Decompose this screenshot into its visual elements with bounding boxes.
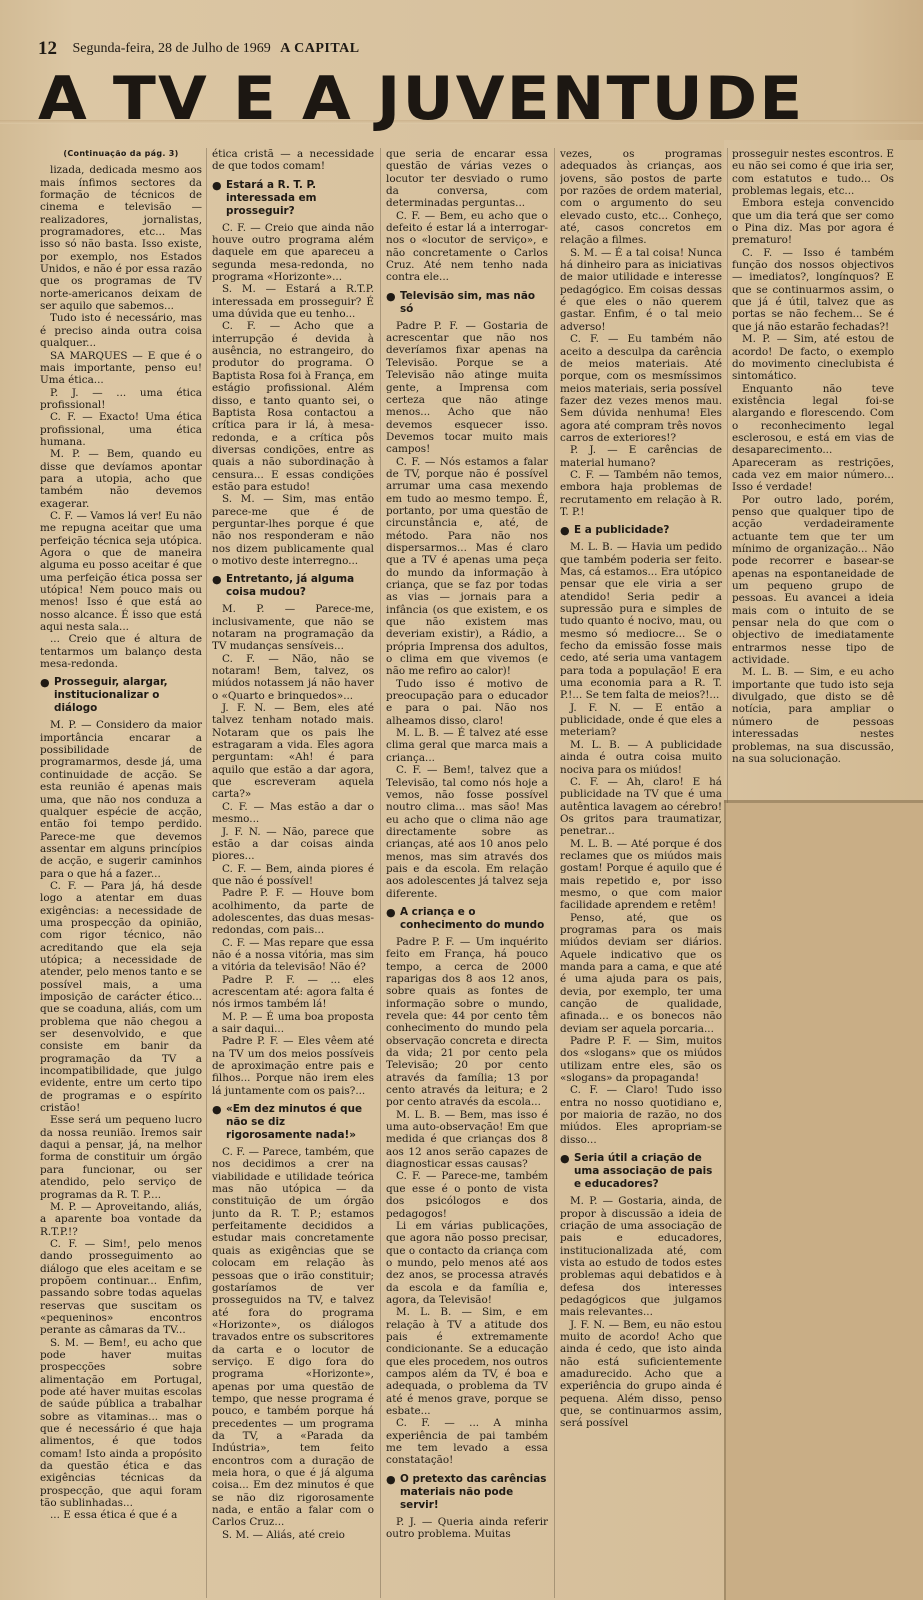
bullet-icon: ●: [560, 524, 570, 538]
subheading: [212, 179, 374, 218]
column-rule: [380, 148, 381, 1598]
paragraph: SA MARQUES — E que é o mais importante, penso eu! Uma ética...: [40, 349, 202, 387]
paragraph: C. F. — Creio que ainda não houve outro programa além daquele em que apareceu a segunda mesa-redonda, no programa «Horizonte»...: [212, 221, 374, 284]
paragraph: M. P. — Parece-me, inclusivamente, que não se notaram na programação da TV mudanças sensíveis...: [212, 603, 374, 653]
dateline: Segunda-feira, 28 de Julho de 1969: [72, 41, 271, 56]
column-rule: [206, 148, 207, 1598]
paragraph-group: [212, 148, 374, 173]
paragraph-group: [40, 719, 202, 1521]
column-rule: [727, 148, 728, 803]
paragraph: C. F. — Vamos lá ver! Eu não me repugna aceitar que uma perfeição técnica seja utópica. Agora o que de maneira alguma eu posso aceitar é que uma perfeição ética possa ser utópica! Nem pouco mais ou menos! Isso é que está ao nosso alcance. É isso que está aqui nesta sala...: [40, 509, 202, 634]
subheading-text: E a publicidade?: [574, 524, 670, 537]
subheading: [386, 290, 548, 316]
subheading: [212, 1103, 374, 1142]
paragraph: C. F. — Parece-me, também que esse é o ponto de vista dos psicólogos e dos pedagogos!: [386, 1170, 548, 1220]
paragraph: C. F. — Também não temos, embora haja problemas de recrutamento em relação à R. T. P.!: [560, 468, 722, 518]
paragraph: S. M. — Aliás, até creio: [222, 1528, 345, 1541]
paragraph-group: [560, 1195, 722, 1430]
bullet-icon: ●: [40, 676, 50, 690]
paragraph-group: [212, 222, 374, 568]
subheading-text: Televisão sim, mas não só: [400, 289, 535, 315]
subheading-text: A criança e o conhecimento do mundo: [400, 905, 545, 931]
paragraph: M. L. B. — Bem, mas isso é uma auto-observação! Em que medida é que crianças dos 8 aos 12 anos serão capazes de diagnosticar essas causas?: [386, 1108, 548, 1171]
paragraph: vezes, os programas adequados às crianças, aos jovens, são postos de parte por razões de ordem material, com o argumento do seu elevado custo, etc... Conheço, até, casos concretos em relação a filmes.: [560, 148, 722, 247]
paragraph-group: [386, 1516, 548, 1541]
subheading: [386, 906, 548, 932]
paragraph-group: [560, 148, 722, 518]
paragraph: C. F. — Isso é também função dos nossos objectivos — imediatos?, longínquos? E que se continuarmos assim, o que já é útil, talvez que as portas se não fechem... Se é que já não estarão fechadas?!: [732, 246, 894, 333]
subheading-text: «Em dez minutos é que não se diz rigorosamente nada!»: [226, 1103, 363, 1142]
page-number: 12: [38, 38, 57, 59]
paragraph: C. F. — Claro! Tudo isso entra no nosso quotidiano e, por maioria de razão, no dos miúdos. Eles apropriam-se disso...: [560, 1084, 722, 1146]
paragraph: ... Creio que é altura de tentarmos um balanço desta mesa-redonda.: [40, 633, 202, 671]
paragraph: P. J. — ... uma ética profissional!: [40, 386, 202, 411]
paragraph: Li em várias publicações, que agora não posso precisar, que o contacto da criança com o mundo, pelo menos até aos dez anos, se processa através da escola e da família e, agora, da Televisão!: [386, 1219, 548, 1306]
paragraph: C. F. — Nós estamos a falar de TV, porque não é possível arrumar uma casa mexendo em tudo ao mesmo tempo. É, portanto, por uma questão de circunstância e, até, de método. Para não nos dispersarmos... Mas é claro que a TV é apenas uma peça do mundo da informação à criança, que se faz por todas as vias — jornais para a infância (os que existem, e os que não existem mas deveriam existir), a Rádio, a própria Imprensa dos adultos, o clima em que vivemos (e não me refiro ao calor)!: [386, 455, 548, 678]
subheading-text: Prosseguir, alargar, institucionalizar o diálogo: [54, 676, 168, 715]
article-column-4: [560, 148, 722, 1598]
paragraph: lizada, dedicada mesmo aos mais ínfimos sectores da formação de técnicos de cinema e televisão — realizadores, jornalistas, programadores, etc... Mas isso só não basta. Isso existe, por exemplo, nos Estados Unidos, e não é por essa razão que os programas de TV norte-americanos deixam de ser aquilo que sabemos...: [40, 164, 202, 313]
column-rule: [554, 148, 555, 1598]
paragraph: J. F. N. — E então a publicidade, onde é que eles a meteriam?: [560, 701, 722, 739]
paragraph: J. F. N. — Não, parece que estão a dar coisas ainda piores...: [212, 825, 374, 863]
paragraph: S. M. — Estará a R.T.P. interessada em prosseguir? É uma dúvida que eu tenho...: [212, 283, 374, 321]
paragraph: M. L. B. — Sim, e eu acho importante que tudo isto seja divulgado, que disto se dê notícia, para ampliar o número de pessoas interessadas nestes problemas, na sua discussão, na sua solucionação.: [732, 666, 894, 765]
paragraph-group: [212, 603, 374, 1097]
paragraph: S. M. — Bem!, eu acho que pode haver muitas prospecções sobre alimentação em Portugal, pode até haver muitas escolas de saúde pública a trabalhar sobre as vitaminas... mas o que é necessário é que haja alimentos, é que todos comam! Isto ainda a propósito da questão ética e das exigências técnicas da prospecção, que aqui foram tão sublinhadas...: [40, 1336, 202, 1510]
paragraph: C. F. — Não, não se notaram! Bem, talvez, os miúdos notassem já não haver o «Quarto e brinquedos»...: [212, 652, 374, 702]
clipping-cut-edge: [724, 800, 923, 1600]
paragraph: Penso, até, que os programas para os mais miúdos deviam ser diários. Aquele indicativo que os manda para a cama, e que até é uma ajuda para os pais, devia, por exemplo, ter uma canção de qualidade, afinada... e os bonecos não deviam ser aquela porcaria...: [560, 911, 722, 1035]
bullet-icon: ●: [212, 178, 222, 192]
bullet-icon: ●: [386, 905, 396, 919]
subheading-text: Entretanto, já alguma coisa mudou?: [226, 573, 355, 599]
article-column-5: [732, 148, 894, 798]
paragraph-group: [732, 148, 894, 765]
subheading: [386, 1473, 548, 1512]
paragraph: M. L. B. — A publicidade ainda é outra coisa muito nociva para os miúdos!: [560, 738, 722, 776]
paragraph: C. F. — Ah, claro! E há publicidade na TV que é uma autêntica lavagem ao cérebro! Os gritos para traumatizar, penetrar...: [560, 775, 722, 838]
paragraph-group: [212, 1146, 374, 1541]
paragraph: Padre P. F. — Houve bom acolhimento, da parte de adolescentes, das duas mesas-redondas, com pais...: [212, 887, 374, 937]
subheading-text: O pretexto das carências materiais não pode servir!: [400, 1472, 547, 1511]
clipping-cut-line: [724, 800, 923, 803]
paragraph: C. F. — Parece, também, que nos decidimos a crer na viabilidade e utilidade teórica mas não utópica — da constituição de um órgão junto da R. T. P.; estamos perfeitamente decididos a estudar mais concretamente quais as exigências que se colocam em relação às pessoas que o irão constituir; gostaríamos de ver prosseguidos na TV, e talvez até fora do programa «Horizonte», os diálogos travados entre os subscritores da carta e o locutor de serviço. E digo fora do programa «Horizonte», apenas por uma questão de tempo, que nesse programa é pouco, e também porque há precedentes — um programa da TV, a «Parada da Indústria», tem feito encontros com a duração de meia hora, o que é já alguma coisa... Em dez minutos é que se não diz rigorosamente nada, e então a falar com o Carlos Cruz...: [212, 1146, 374, 1529]
paragraph: Padre P. F. — ... eles acrescentam até: agora falta é nós irmos também lá!: [212, 973, 374, 1011]
paragraph: S. M. — Sim, mas então parece-me que é de perguntar-lhes porque é que não nos responderam e não nos dizem publicamente qual o motivo deste interregno...: [212, 493, 374, 567]
paragraph: P. J. — Queria ainda referir outro problema. Muitas: [386, 1515, 548, 1541]
article-column-3: [386, 148, 548, 1598]
paragraph: ... E essa ética é que é a: [50, 1509, 178, 1522]
paragraph: C. F. — Mas repare que essa não é a nossa vitória, mas sim a vitória da televisão! Não é?: [212, 936, 374, 974]
paragraph: Embora esteja convencido que um dia terá que ser como o Pina diz. Mas por agora é prematuro!: [732, 197, 894, 247]
paragraph: Enquanto não teve existência legal foi-se alargando e florescendo. Com o reconhecimento legal esclerosou, e está em vias de desaparecimento... Apareceram as restrições, cada vez em maior número... Isso é verdade!: [732, 382, 894, 494]
paragraph: Por outro lado, porém, penso que qualquer tipo de acção verdadeiramente actuante tem que ter um mínimo de organização... Não pode recorrer e basear-se apenas na espontaneidade de um pequeno grupo de pessoas. Eu avancei a ideia mais com o intuito de se pensar nela do que com o objectivo de imediatamente entrarmos nesse tipo de actividade.: [732, 493, 894, 667]
paragraph: S. M. — É a tal coisa! Nunca há dinheiro para as iniciativas de maior utilidade e interesse pedagógico. Em coisas dessas é que eles o não querem gastar. Enfim, é o tal meio adverso!: [560, 246, 722, 333]
paragraph: Padre P. F. — Sim, muitos dos «slogans» que os miúdos utilizam entre eles, são os «slogans» da propaganda!: [560, 1035, 722, 1085]
paragraph: C. F. — Sim!, pelo menos dando prosseguimento ao diálogo que eles aceitam e se propõem continuar... Enfim, passando sobre todas aquelas reservas que suscitam os «pequeninos» encontros perante as câmaras da TV...: [40, 1237, 202, 1337]
subheading-text: Estará a R. T. P. interessada em prosseguir?: [226, 178, 317, 217]
paragraph: C. F. — Acho que a interrupção é devida à ausência, no estrangeiro, do produtor do programa. O Baptista Rosa foi à França, em estágio profissional. Além disso, e tanto quanto sei, o Baptista Rosa contactou a crítica para ir lá, à mesa-redonda, e a crítica pôs diversas condições, entre as quais a não subordinação à censura... E essas condições estão para estudo!: [212, 320, 374, 493]
bullet-icon: ●: [386, 289, 396, 303]
subheading-text: Seria útil a criação de uma associação de pais e educadores?: [574, 1152, 713, 1191]
paragraph: C. F. — Bem!, talvez que a Televisão, tal como nós hoje a vemos, não fosse possível noutro clima... mas são! Mas eu acho que o clima não age directamente sobre as crianças, até aos 10 anos pelo menos, mas sim através dos pais e da escola. Em relação aos adolescentes já talvez seja diferente.: [386, 764, 548, 900]
paragraph: C. F. — Exacto! Uma ética profissional, uma ética humana.: [40, 411, 202, 448]
paragraph-group: [386, 320, 548, 900]
paragraph: Padre P. F. — Um inquérito feito em França, há pouco tempo, a cerca de 2000 raparigas dos 8 aos 12 anos, sobre quais as fontes de informação sobre o mundo, revela que: 44 por cento têm conhecimento do mundo pela observação concreta e directa da vida; 21 por cento pela Televisão; 20 por cento através da família; 13 por cento através da leitura; e 2 por cento através da escola...: [386, 935, 548, 1109]
paragraph-group: [560, 541, 722, 1146]
paragraph: M. P. — Aproveitando, aliás, a aparente boa vontade da R.T.P.!?: [40, 1200, 202, 1238]
paragraph: que seria de encarar essa questão de várias vezes o locutor ter desviado o rumo da conversa, com determinadas perguntas...: [386, 148, 548, 210]
paragraph: Padre P. F. — Gostaria de acrescentar que não nos deveríamos fixar apenas na Televisão. Porque se a Televisão não atinge muita gente, a Imprensa com certeza que não atinge menos... Acho que não devemos esquecer isso. Devemos tocar muito mais campos!: [386, 319, 548, 456]
paragraph: ética cristã — a necessidade de que todos comam!: [212, 148, 374, 173]
paragraph: M. P. — Gostaria, ainda, de propor à discussão a ideia de criação de uma associação de pais e educadores, institucionalizada até, com vista ao estudo de todos estes problemas aqui debatidos e à defesa dos interesses pedagógicos que julgamos mais relevantes...: [560, 1195, 722, 1319]
paragraph-group: [40, 164, 202, 670]
paragraph: M. L. B. — É talvez até esse clima geral que marca mais a criança...: [386, 727, 548, 764]
paragraph: Esse será um pequeno lucro da nossa reunião. Iremos sair daqui a pensar, já, na melhor forma de constituir um órgão para funcionar, ou ser atendido, pelo serviço de programas da R. T. P....: [40, 1114, 202, 1201]
paragraph: prosseguir nestes escontros. E eu não sei como é que iria ser, com estatutos e tudo... Os problemas legais, etc...: [732, 148, 894, 198]
subheading: [560, 1152, 722, 1191]
paragraph: C. F. — Bem, ainda piores é que não é possível!: [212, 862, 374, 887]
continuation-note: (Continuação da pág. 3): [63, 149, 179, 158]
paragraph: P. J. — E carências de material humano?: [560, 444, 722, 469]
paragraph: J. F. N. — Bem, eu não estou muito de acordo! Acho que ainda é cedo, que isto ainda não está suficientemente amadurecido. Acho que a experiência do grupo ainda é pequena. Além disso, penso que, se continuarmos assim, será possível: [560, 1318, 722, 1430]
paragraph: M. P. — Bem, quando eu disse que devíamos apontar para a utopia, acho que também não devemos exagerar.: [40, 448, 202, 510]
paragraph: Tudo isto é necessário, mas é preciso ainda outra coisa qualquer...: [40, 312, 202, 350]
paragraph-group: [386, 936, 548, 1467]
subheading: [560, 524, 722, 537]
paragraph: J. F. N. — Bem, eles até talvez tenham notado mais. Notaram que os pais lhe estragaram a vida. Eles agora perguntam: «Ah! é para aquilo que estão a dar agora, que escreveram aquela carta?»: [212, 702, 374, 801]
paragraph: M. L. B. — Até porque é dos reclames que os miúdos mais gostam! Porque é aquilo que é mais repetido e, por isso mesmo, o que com maior facilidade aprendem e retêm!: [560, 837, 722, 912]
paragraph: M. P. — Considero da maior importância encarar a possibilidade de programarmos, desde já, uma continuidade de acção. Se esta reunião é apenas mais uma, que não nos conduza a qualquer espécie de acção, então foi tempo perdido. Parece-me que devemos assentar em alguns princípios de acção, e sugerir caminhos para o que há a fazer...: [40, 719, 202, 880]
bullet-icon: ●: [386, 1472, 396, 1486]
bullet-icon: ●: [212, 573, 222, 587]
paragraph: M. L. B. — Sim, e em relação à TV a atitude dos pais é extremamente condicionante. Se a educação que eles procedem, nos outros campos além da TV, é boa e adequada, o problema da TV até é menos grave, porque se esbate...: [386, 1306, 548, 1417]
paragraph: C. F. — Bem, eu acho que o defeito é estar lá a interrogar-nos o «locutor de serviço», e não concretamente o Carlos Cruz. Até nem tenho nada contra ele...: [386, 209, 548, 284]
subheading: [40, 676, 202, 715]
paragraph: M. P. — Sim, até estou de acordo! De facto, o exemplo do movimento cineclubista é sintomático.: [732, 333, 894, 383]
paragraph: M. L. B. — Havia um pedido que também poderia ser feito. Mas, cá estamos... Era utópico pensar que ele viria a ser atendido! Seria pedir a supressão pura e simples de tudo quanto é nocivo, mau, ou mesmo só mediocre... Se o fecho da emissão fosse mais cedo, até seria uma vantagem para toda a população! E era uma economia para a R. T. P.!... Se tem falta de meios?!...: [560, 541, 722, 702]
paragraph: Tudo isso é motivo de preocupação para o educador e para o pai. Não nos alheamos disso, claro!: [386, 677, 548, 727]
bullet-icon: ●: [560, 1152, 570, 1166]
paragraph: Padre P. F. — Eles vêem até na TV um dos meios possíveis de aproximação entre pais e filhos... Porque não irem eles lá juntamente com os pais?...: [212, 1035, 374, 1097]
paragraph: C. F. — Para já, há desde logo a atentar em duas exigências: a necessidade de uma prospecção da opinião, com rigor técnico, não acreditando que ela seja utópica; a necessidade de atender, pelo menos tanto e se possível mais, a uma imposição de carácter ético... que se coaduna, aliás, com um problema que não chegou a ser desenvolvido, e que consiste em banir da programação da TV a incompatibilidade, que julgo evidente, entre um certo tipo de programas e o espírito cristão!: [40, 879, 202, 1115]
paragraph: M. P. — É uma boa proposta a sair daqui...: [212, 1010, 374, 1035]
paper-name: A CAPITAL: [280, 41, 360, 56]
article-column-2: [212, 148, 374, 1598]
paragraph: C. F. — Mas estão a dar o mesmo...: [212, 800, 374, 826]
paragraph: C. F. — Eu também não aceito a desculpa da carência de meios materiais. Até porque, com os mesmíssimos meios materiais, seria possível fazer dez vezes menos mau. Sem dúvida nenhuma! Eles agora até compram três novos carros de exteriores!?: [560, 333, 722, 444]
headline: A TV E A JUVENTUDE: [38, 64, 805, 134]
paragraph: C. F. — ... A minha experiência de pai também me tem levado a essa constatação!: [386, 1417, 548, 1467]
bullet-icon: ●: [212, 1103, 222, 1117]
page-header: [38, 38, 360, 60]
article-column-1: [40, 148, 202, 1598]
subheading: [212, 573, 374, 599]
paragraph-group: [386, 148, 548, 284]
